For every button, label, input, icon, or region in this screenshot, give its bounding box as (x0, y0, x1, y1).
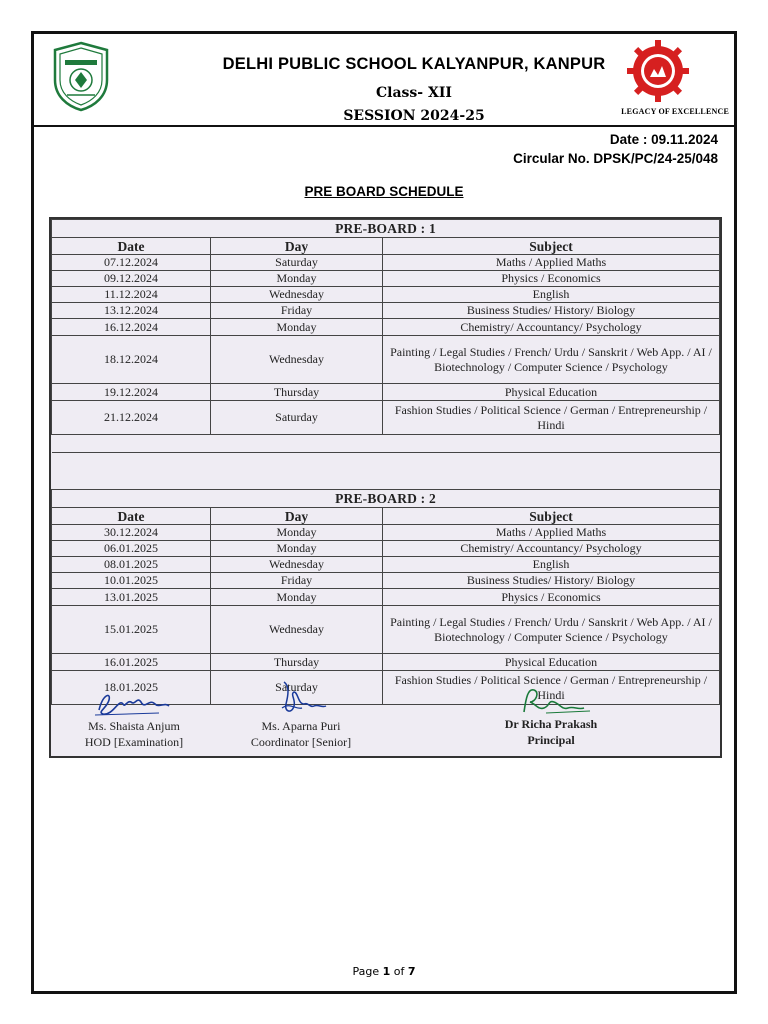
table-row (52, 336, 720, 384)
date-cell: 08.01.2025 (52, 557, 211, 573)
day-cell: Friday (211, 573, 383, 589)
subject-cell: Painting / Legal Studies / French/ Urdu / Sanskrit / Web App. / AI / Biotechnology / Computer Science / Psychology (383, 336, 720, 384)
day-cell: Saturday (211, 671, 383, 705)
signature-shaista-icon (89, 684, 179, 718)
schedule-scan (49, 217, 722, 758)
day-cell: Thursday (211, 654, 383, 671)
subject-cell: Maths / Applied Maths (383, 255, 720, 271)
header-divider (34, 125, 734, 127)
column-header-day: Day (211, 238, 383, 255)
table-spacer-row (52, 435, 720, 453)
day-cell: Monday (211, 319, 383, 336)
table-row (52, 384, 720, 401)
date-cell: 19.12.2024 (52, 384, 211, 401)
date-cell: 30.12.2024 (52, 525, 211, 541)
schedule-title (34, 184, 734, 199)
session-label: SESSION 2024-25 (343, 108, 485, 124)
signatory-name: Ms. Shaista Anjum (88, 719, 180, 733)
signature-puri-icon (256, 678, 346, 718)
school-crest-icon (49, 40, 113, 112)
table-header-row (52, 238, 720, 255)
date-cell: 11.12.2024 (52, 287, 211, 303)
table-row (52, 573, 720, 589)
day-cell: Wednesday (211, 606, 383, 654)
signatory-hod (69, 684, 199, 750)
subject-cell: Chemistry/ Accountancy/ Psychology (383, 541, 720, 557)
table-row (52, 606, 720, 654)
day-cell: Saturday (211, 401, 383, 435)
day-cell: Wednesday (211, 336, 383, 384)
circular-number: Circular No. DPSK/PC/24-25/048 (513, 151, 718, 166)
table-row (52, 303, 720, 319)
subject-cell: Chemistry/ Accountancy/ Psychology (383, 319, 720, 336)
table-row (52, 654, 720, 671)
table-row (52, 557, 720, 573)
table-row (52, 255, 720, 271)
signature-block (51, 684, 720, 756)
subject-cell: English (383, 287, 720, 303)
page-of: of (393, 965, 405, 978)
class-label: Class- XII (376, 85, 452, 101)
day-cell: Saturday (211, 255, 383, 271)
subject-cell: Fashion Studies / Political Science / German / Entrepreneurship / Hindi (383, 671, 720, 705)
table-row (52, 287, 720, 303)
day-cell: Wednesday (211, 557, 383, 573)
page-prefix: Page (352, 965, 380, 978)
column-header-day: Day (211, 508, 383, 525)
preboard-2-title: PRE-BOARD : 2 (52, 490, 720, 508)
column-header-subject: Subject (383, 238, 720, 255)
school-name: DELHI PUBLIC SCHOOL KALYANPUR, KANPUR (222, 55, 606, 73)
day-cell: Friday (211, 303, 383, 319)
table-row (52, 401, 720, 435)
table-row (52, 271, 720, 287)
signatory-name: Ms. Aparna Puri (261, 719, 341, 733)
date-cell: 15.01.2025 (52, 606, 211, 654)
date-cell: 09.12.2024 (52, 271, 211, 287)
day-cell: Monday (211, 541, 383, 557)
column-header-date: Date (52, 238, 211, 255)
page-number (34, 965, 734, 978)
table-row (52, 319, 720, 336)
preboard-1-title: PRE-BOARD : 1 (52, 220, 720, 238)
schedule-title-text: PRE BOARD SCHEDULE (304, 184, 464, 199)
preboard-2-table (51, 489, 720, 705)
column-header-subject: Subject (383, 508, 720, 525)
subject-cell: Business Studies/ History/ Biology (383, 573, 720, 589)
table-row (52, 541, 720, 557)
preboard-1-table (51, 219, 720, 453)
date-cell: 13.01.2025 (52, 589, 211, 606)
subject-cell: English (383, 557, 720, 573)
table-row (52, 589, 720, 606)
date-cell: 18.01.2025 (52, 671, 211, 705)
table-header-row (52, 508, 720, 525)
subject-cell: Physical Education (383, 654, 720, 671)
subject-cell: Maths / Applied Maths (383, 525, 720, 541)
signatory-designation: HOD [Examination] (84, 735, 184, 749)
date-cell: 18.12.2024 (52, 336, 211, 384)
date-cell: 16.01.2025 (52, 654, 211, 671)
subject-cell: Physics / Economics (383, 589, 720, 606)
date-cell: 10.01.2025 (52, 573, 211, 589)
day-cell: Monday (211, 271, 383, 287)
subject-cell: Physical Education (383, 384, 720, 401)
table-row (52, 525, 720, 541)
day-cell: Thursday (211, 384, 383, 401)
superhouse-group-logo-icon (626, 39, 690, 103)
signatory-coordinator (236, 678, 366, 750)
subject-cell: Business Studies/ History/ Biology (383, 303, 720, 319)
date-cell: 06.01.2025 (52, 541, 211, 557)
day-cell: Monday (211, 589, 383, 606)
date-cell: 07.12.2024 (52, 255, 211, 271)
page-frame (31, 31, 737, 994)
subject-cell: Painting / Legal Studies / French/ Urdu / Sanskrit / Web App. / AI / Biotechnology / Computer Science / Psychology (383, 606, 720, 654)
day-cell: Monday (211, 525, 383, 541)
circular-date: Date : 09.11.2024 (609, 132, 718, 147)
signatory-designation: Coordinator [Senior] (250, 735, 352, 749)
signatory-name: Dr Richa Prakash (504, 717, 598, 731)
signature-richa-icon (506, 682, 596, 716)
day-cell: Wednesday (211, 287, 383, 303)
date-cell: 16.12.2024 (52, 319, 211, 336)
brand-tagline: LEGACY OF EXCELLENCE (621, 107, 729, 116)
subject-cell: Physics / Economics (383, 271, 720, 287)
page-total: 7 (407, 965, 416, 978)
date-cell: 21.12.2024 (52, 401, 211, 435)
column-header-date: Date (52, 508, 211, 525)
date-cell: 13.12.2024 (52, 303, 211, 319)
signatory-principal (486, 682, 616, 748)
signatory-designation: Principal (527, 733, 575, 747)
subject-cell: Fashion Studies / Political Science / German / Entrepreneurship / Hindi (383, 401, 720, 435)
page-current: 1 (382, 965, 391, 978)
